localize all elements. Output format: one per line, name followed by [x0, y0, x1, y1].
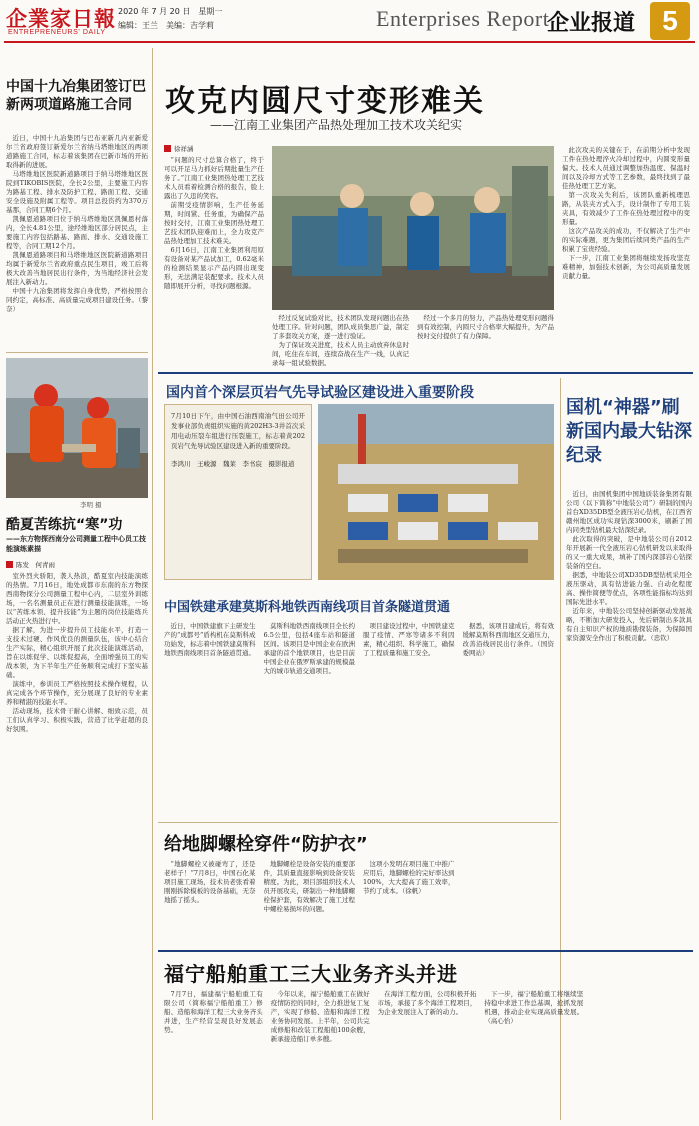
paragraph: 这项小发明在项目施工中推广应用后，地脚螺栓的完好率达到100%，大大提高了施工效率，节约了成本。（徐帆）: [363, 860, 455, 895]
divider: [6, 352, 148, 353]
paragraph: 此次攻关的关键在于，在前期分析中发现工件在热处理淬火冷却过程中，内圆变形量偏大。技术人员通过调整加热温度、保温时间以及冷却方式等工艺参数，最终找到了最佳热处理工艺方案。: [562, 146, 690, 190]
paragraph: 6月16日，江南工业集团利用原有设备对某产品试加工，0.62毫米的检测结果显示产品内圆出现变形，无法满足装配要求。技术人员随即展开分析，寻找问题根源。: [164, 246, 264, 290]
paragraph: 近日，中国十九冶集团与巴布亚新几内亚新爱尔兰省政府签订新爱尔兰省纳马塔维地区的两项道路施工合同，标志着该集团在巴新市场的开拓取得新的进展。: [6, 134, 148, 169]
feature-body-c: [562, 146, 690, 368]
paragraph: 此次取得的突破，是中地装公司自2012年开展新一代全液压岩心钻机研发以来取得的又一重大成果，填补了国内深部岩心钻探装备的空白。: [566, 535, 692, 570]
photo-drill-site: [318, 404, 554, 580]
paragraph: 下一步，福宁船舶重工将继续坚持稳中求进工作总基调，抢抓发展机遇，推动企业实现高质量发展。（高心怡）: [484, 990, 584, 1025]
paragraph: 中国十九冶集团将发挥自身优势，严格按照合同约定，高标准、高质量完成项目建设任务。（黎奈）: [6, 287, 148, 313]
paragraph: 为了保证攻关进度，技术人员主动放弃休息时间，吃住在车间，连续奋战在生产一线，认真记录每一组试验数据。: [272, 341, 409, 367]
story-title: 中国十九冶集团签订巴新两项道路施工合同: [6, 79, 146, 113]
photo-caption: 李明 摄: [80, 501, 102, 509]
paragraph: 经过一个多月的努力，产品热处理变形问题得到有效控制，内圆尺寸合格率大幅提升，为产品按时交付提供了有力保障。: [417, 314, 554, 340]
story-title: 酷夏苦练抗“寒”功: [6, 517, 123, 533]
feature-body-a: [164, 156, 264, 356]
caption-text: 7月10日下午，由中国石油西南油气田公司开发事业部负责组织实施的黄202H3-3井首次采用电动压裂车组进行压裂施工，标志着黄202页岩气先导试验区建设进入新的重要阶段。: [171, 412, 305, 450]
paragraph: 莫斯科地铁西南线项目全长约6.5公里，包括4座车站和隧道区间。该项目是中国企业在欧洲承建的首个地铁项目，也是目前中国企业在俄罗斯承建的规模最大的城市轨道交通项目。: [263, 622, 355, 675]
story-title: 福宁船舶重工三大业务齐头并进: [164, 962, 458, 986]
divider: [158, 372, 693, 374]
box-title: 国内首个深层页岩气先导试验区建设进入重要阶段: [166, 385, 474, 401]
divider: [158, 950, 693, 952]
paragraph: 下一步，江南工业集团将继续发扬攻坚克难精神，加强技术创新，为公司高质量发展贡献力量。: [562, 254, 690, 280]
paragraph: 在海洋工程方面，公司积极开拓市场，承接了多个海洋工程项目，为企业发展注入了新的动力。: [377, 990, 477, 1016]
paragraph: 凯佩恩道路项目位于纳马塔维地区凯佩恩村落内，全长4.81公里，途经维地区部分居民点，主要施工内容包括路基、路面、排水、交通设施工程等，合同工期12个月。: [6, 215, 148, 250]
story-title: 中国铁建承建莫斯科地铁西南线项目首条隧道贯通: [164, 600, 451, 615]
masthead-rule: [4, 41, 695, 43]
byline: 徐祥涵: [164, 144, 194, 153]
feature-subtitle: ——江南工业集团产品热处理加工技术攻关纪实: [210, 118, 463, 132]
paragraph: 7月7日，福建福宁船舶重工有限公司（简称福宁船舶重工）修船、造船和海洋工程三大业务齐头并进，生产经营呈现良好发展态势。: [164, 990, 263, 1034]
caption-box: [164, 404, 312, 580]
byline: 陈发 何青雨: [6, 560, 55, 569]
newspaper-logo-en: ENTREPRENEURS' DAILY: [8, 29, 106, 36]
issue-date: 2020 年 7 月 20 日 星期一: [118, 7, 223, 16]
column-rule: [152, 48, 153, 1120]
story-body: [164, 990, 690, 1120]
paragraph: “地脚螺栓又被碰弯了，还是老样子！”7月8日，中国石化某项目施工现场，技术员老张看着刚刚拆除模板的设备基础，无奈地摇了摇头。: [164, 860, 256, 904]
paragraph: 室外烈火骄阳，袭人热浪，酷夏室内技能演练的热情。7月16日，地处成都市东南的东方物探西南物探分公司测量工程中心内，二层室外训练场，一名名测量员正在进行测量技能演练，一场以“苦练本领、提升技能”为主题的岗位技能练兵活动正火热进行中。: [6, 572, 148, 625]
section-title-cn: 企业报道: [547, 11, 636, 36]
paragraph: “问题的尺寸总算合格了，终于可以开足马力抓好后期批量生产任务了。”江南工业集团热处理工艺技术人员看着检测合格的报告，脸上露出了久违的笑容。: [164, 156, 264, 200]
page-number-badge: 5: [650, 2, 690, 40]
section-title-en: Enterprises Report: [376, 6, 550, 31]
paragraph: 据了解，为进一步提升员工技能水平，打造一支技术过硬、作风优良的测量队伍，该中心结合生产实际，精心组织开展了此次技能演练活动，旨在以练促学、以练促提高，全面增强员工的实战本领，为下半年生产任务顺利完成打下坚实基础。: [6, 626, 148, 679]
divider: [158, 822, 558, 823]
paragraph: 地脚螺栓是设备安装的重要部件，其质量直接影响到设备安装精度。为此，项目部组织技术人员开展攻关，研制出一种地脚螺栓保护套，有效解决了施工过程中螺栓易损坏的问题。: [263, 860, 355, 913]
feature-title: 攻克内圆尺寸变形难关: [165, 84, 485, 119]
paragraph: 前期受疫情影响，生产任务延期，时间紧、任务重，为确保产品按时交付，江南工业集团热处理工艺技术团队迎难而上，全力攻克产品热处理加工技术难关。: [164, 201, 264, 245]
paragraph: 这次产品攻关的成功，不仅解决了生产中的实际难题，更为集团后续同类产品的生产积累了宝贵经验。: [562, 227, 690, 253]
paragraph: 演练中，参训员工严格按照技术操作规程，认真完成各个环节操作，充分展现了良好的专业素养和精湛的技能水平。: [6, 680, 148, 706]
paragraph: 马塔维地区医院新道路项目于纳马塔维地区医院到TIKOBIS医院，全长2公里，主要施工内容为路基工程、排水及防护工程、路面工程、交通安全设施及附属工程等。项目总投资约为370万基那，合同工期6个月。: [6, 170, 148, 214]
feature-body-b: [272, 314, 554, 368]
paragraph: 据悉，该项目建成后，将有效缓解莫斯科西南地区交通压力，改善沿线居民出行条件。（国资委网站）: [462, 622, 554, 657]
newspaper-logo: 企業家日報: [6, 6, 116, 31]
story-title: 国机“神器”刷新国内最大钻深纪录: [566, 397, 692, 466]
photo-credit: 李鸿川 王峻源 魏莱 李书宸 摄影报道: [171, 460, 295, 468]
paragraph: 凯佩恩道路项目和马塔维地区医院新道路项目均属于新爱尔兰省政府重点民生项目，竣工后将极大改善当地居民出行条件，为当地经济社会发展注入新动力。: [6, 251, 148, 286]
story-body: [6, 134, 148, 350]
paragraph: 据悉，中地装公司XD35DB型钻机采用全液压驱动，具有钻进能力强、自动化程度高、操作简便等优点，各项性能指标均达到国际先进水平。: [566, 571, 692, 606]
story-subtitle: ——东方物探西南分公司测量工程中心员工技能演练素描: [6, 535, 146, 553]
story-title: 给地脚螺栓穿件“防护衣”: [164, 834, 368, 855]
paragraph: 近日，由国机集团中国地质装备集团有限公司（以下简称“中地装公司”）研制的国内首台XD35DB型全液压岩心钻机，在江西省赣州地区成功实现钻深3000米，刷新了国内同类型钻机最大钻深纪录。: [566, 490, 692, 534]
story-body: [164, 860, 554, 946]
photo-factory: [272, 146, 554, 310]
story-body: [164, 622, 554, 818]
paragraph: 近年来，中地装公司坚持创新驱动发展战略，不断加大研发投入，先后研制出多款具有自主知识产权的地质勘探装备，为保障国家资源安全作出了积极贡献。（忠钦）: [566, 607, 692, 642]
paragraph: 今年以来，福宁船舶重工在做好疫情防控的同时，全力推进复工复产，实现了修船、造船和海洋工程业务协同发展。上半年，公司共完成修船和改装工程船舶100余艘，新承接造船订单多艘。: [270, 990, 370, 1043]
paragraph: 第一次攻关失利后，该团队重新梳理思路，从装夹方式入手，设计制作了专用工装夹具，有效减少了工件在热处理过程中的变形量。: [562, 191, 690, 226]
paragraph: 经过反复试验对比，技术团队发现问题出在热处理工序。针对问题，团队成员集思广益，制定了多套攻关方案，逐一进行验证。: [272, 314, 409, 340]
story-body: [6, 572, 148, 1120]
masthead: [0, 0, 699, 42]
paragraph: 近日，中国铁建旗下主研发生产的“成都号”盾构机在莫斯科成功始发，标志着中国铁建莫斯科地铁西南线项目首条隧道贯通。: [164, 622, 256, 657]
editors-line: 编辑：王兰 美编：吉学莉: [118, 21, 214, 30]
photo-workers: [6, 358, 148, 498]
paragraph: 活动现场，技术骨干耐心讲解、细致示范，员工们认真学习、积极实践，营造了比学赶超的良好氛围。: [6, 707, 148, 733]
paragraph: 项目建设过程中，中国铁建克服了疫情、严寒等诸多不利因素，精心组织、科学施工，确保了工程质量和施工安全。: [363, 622, 455, 657]
